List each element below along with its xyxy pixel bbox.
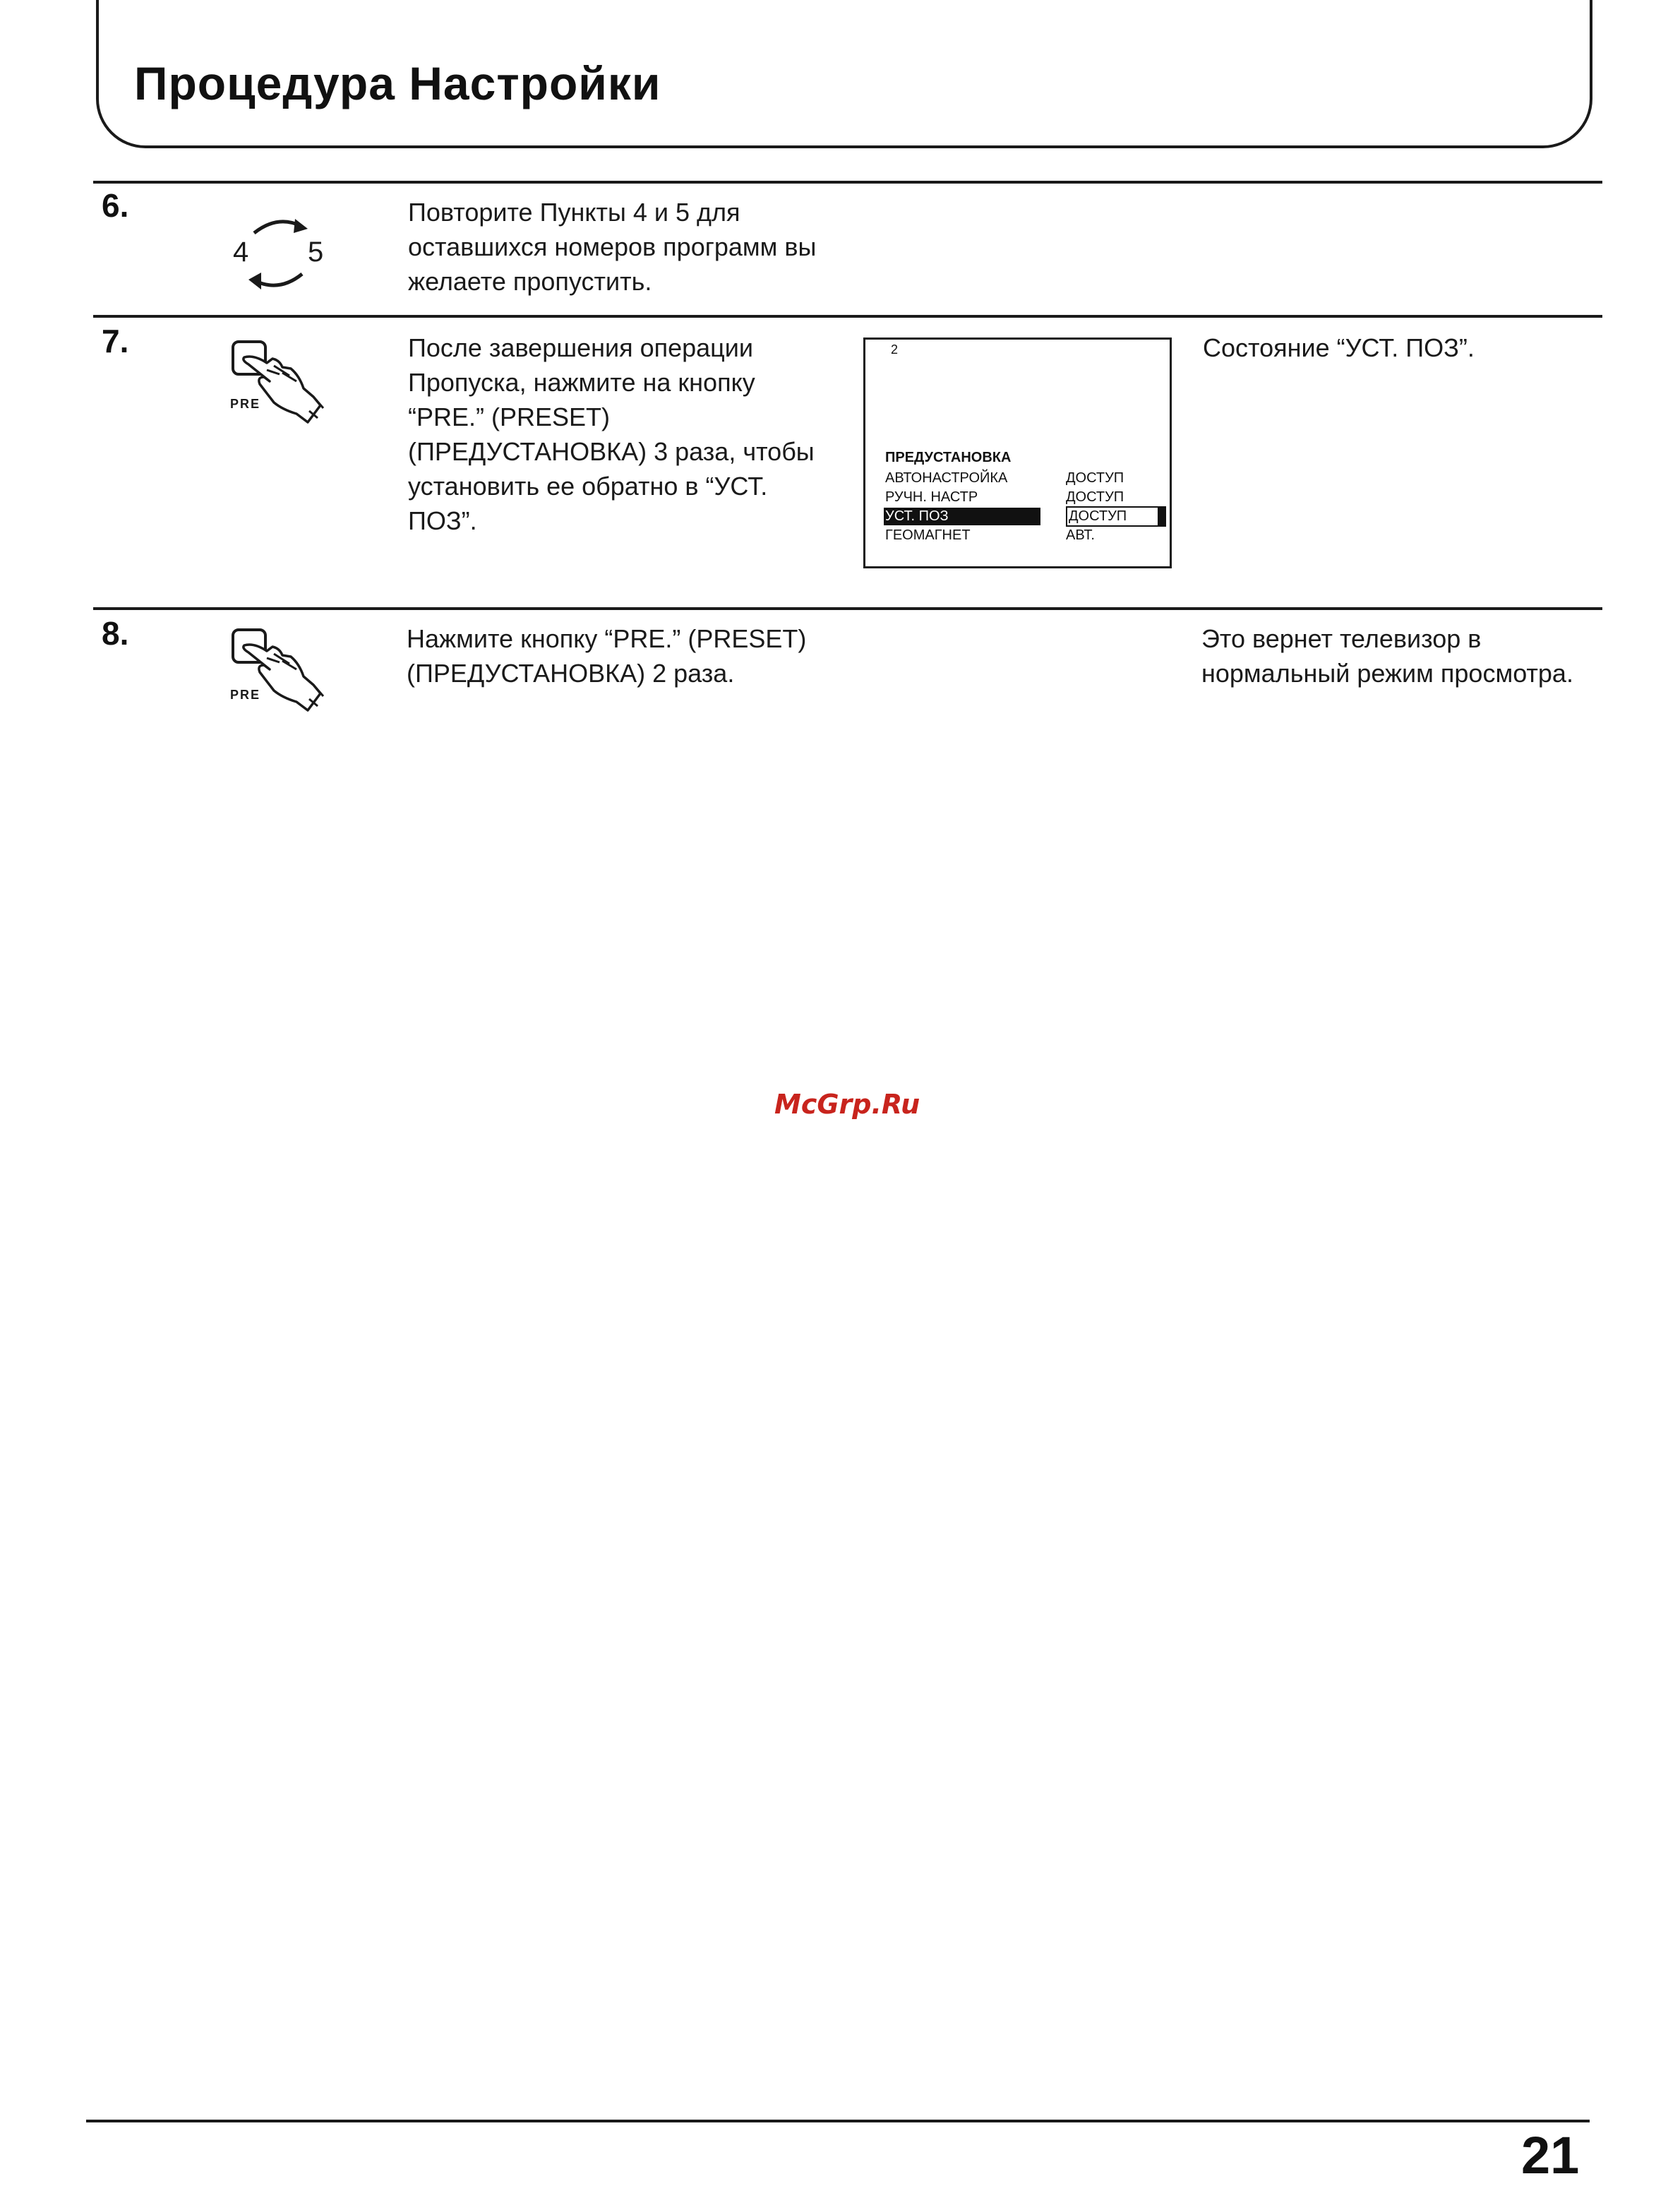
text-line: Пропуска, нажмите на кнопку <box>408 368 755 397</box>
osd-row-label: РУЧН. НАСТР <box>885 489 978 505</box>
page-title: Процедура Настройки <box>134 57 661 109</box>
osd-row-highlighted <box>884 508 1159 525</box>
note-line: Это вернет телевизор в <box>1201 624 1482 653</box>
step-6-top-rule <box>93 181 1602 184</box>
text-line: После завершения операции <box>408 333 754 362</box>
text-line: (ПРЕДУСТАНОВКА) 2 раза. <box>407 659 735 688</box>
pre-caption: PRE <box>230 397 261 411</box>
text-line: “PRE.” (PRESET) <box>408 402 611 431</box>
note-line: Состояние “УСТ. ПОЗ”. <box>1203 333 1475 362</box>
pre-button-press-icon <box>223 626 336 717</box>
pre-caption: PRE <box>230 688 261 702</box>
step-8-top-rule <box>93 607 1602 610</box>
text-line: Нажмите кнопку “PRE.” (PRESET) <box>407 624 807 653</box>
step-7-number: 7. <box>102 323 129 359</box>
text-line: ПОЗ”. <box>408 506 477 535</box>
osd-row-value: АВТ. <box>1066 527 1095 543</box>
step-7-top-rule <box>93 315 1602 318</box>
tv-osd-screen <box>863 338 1172 568</box>
page-number: 21 <box>1521 2126 1580 2185</box>
cycle-label-4: 4 <box>233 237 249 268</box>
osd-row-value: ДОСТУП <box>1066 489 1124 505</box>
step-8-number: 8. <box>102 615 129 652</box>
step-7-text <box>408 330 815 538</box>
osd-row-value: ДОСТУП <box>1066 506 1166 527</box>
osd-row <box>884 470 1159 487</box>
text-line: установить ее обратно в “УСТ. <box>408 472 768 501</box>
step-8-text <box>407 621 806 691</box>
step-7-note <box>1203 330 1475 365</box>
step-6-text <box>408 195 816 299</box>
watermark: McGrp.Ru <box>774 1089 920 1120</box>
cycle-arrows-icon <box>224 205 330 297</box>
footer-rule <box>86 2120 1590 2122</box>
pre-button-press-icon <box>223 338 336 429</box>
osd-row-label: АВТОНАСТРОЙКА <box>885 470 1008 486</box>
step-6-number: 6. <box>102 187 129 224</box>
osd-row-label: ГЕОМАГНЕТ <box>885 527 971 543</box>
osd-channel-number: 2 <box>891 342 899 357</box>
note-line: нормальный режим просмотра. <box>1201 659 1573 688</box>
text-line: желаете пропустить. <box>408 267 652 296</box>
text-line: Повторите Пункты 4 и 5 для <box>408 198 740 227</box>
text-line: (ПРЕДУСТАНОВКА) 3 раза, чтобы <box>408 437 815 466</box>
cycle-label-5: 5 <box>308 237 324 268</box>
osd-row-label: УСТ. ПОЗ <box>884 508 1040 525</box>
osd-heading: ПРЕДУСТАНОВКА <box>885 450 1012 465</box>
step-8-note <box>1201 621 1573 691</box>
osd-row-value: ДОСТУП <box>1066 470 1124 486</box>
osd-row <box>884 527 1159 544</box>
osd-row <box>884 489 1159 506</box>
text-line: оставшихся номеров программ вы <box>408 232 817 261</box>
